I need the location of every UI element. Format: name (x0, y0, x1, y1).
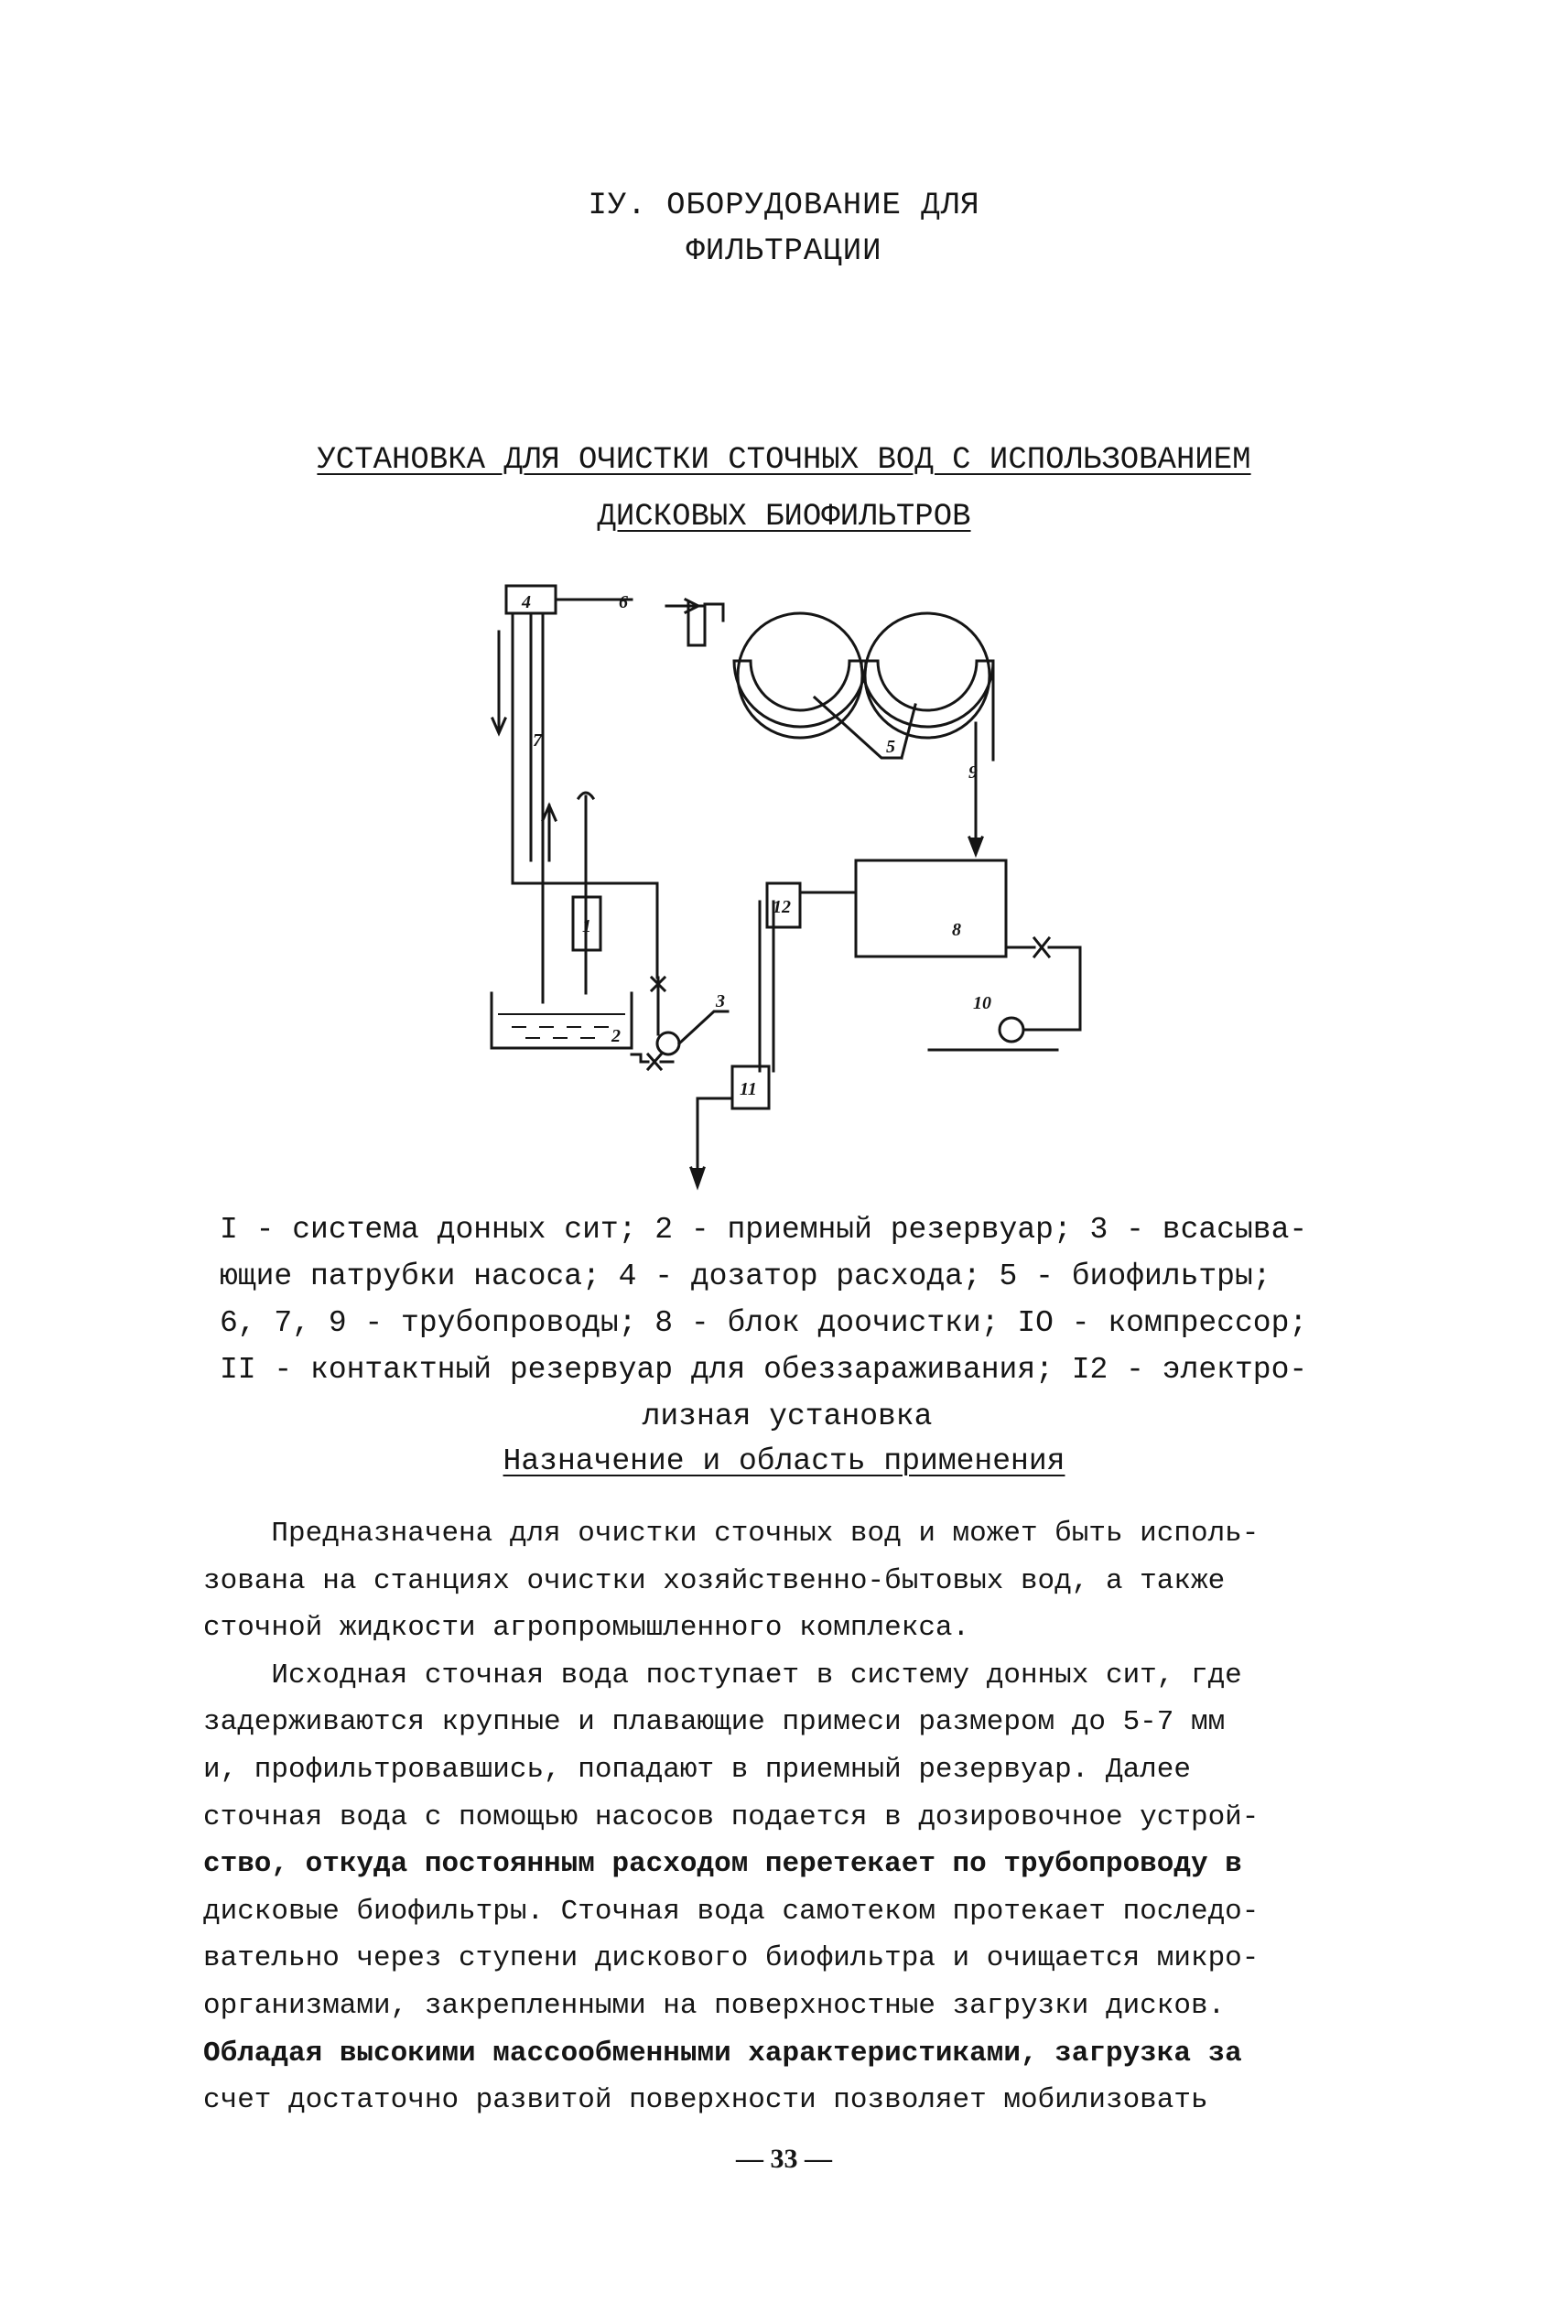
label-8: 8 (952, 920, 961, 940)
label-3: 3 (716, 991, 725, 1011)
pipe-6 (556, 600, 705, 606)
chapter-heading-line-2: ФИЛЬТРАЦИИ (686, 234, 882, 269)
chapter-heading-line-1: IУ. ОБОРУДОВАНИЕ ДЛЯ (588, 189, 980, 223)
post-treatment-block (856, 860, 1006, 957)
label-9: 9 (968, 762, 978, 783)
flow-arrow-pipe-9 (969, 838, 982, 854)
body-line: счет достаточно развитой поверхности позволяет мобилизовать (203, 2084, 1208, 2117)
compressor-circle (1000, 1018, 1023, 1042)
page-number: — 33 — (736, 2144, 832, 2174)
section-heading-text: Назначение и область применения (503, 1444, 1065, 1478)
label-1: 1 (582, 916, 591, 936)
label-5: 5 (886, 737, 895, 757)
body-line: Предназначена для очистки сточных вод и может быть исполь- (203, 1518, 1260, 1550)
caption-line: 6, 7, 9 - трубопроводы; 8 - блок доочистки; IO - компрессор; (220, 1306, 1308, 1340)
dosing-unit-box (506, 586, 556, 613)
label-7: 7 (533, 730, 542, 751)
pump-circle (657, 1032, 679, 1054)
outlet-arrow (691, 1168, 704, 1186)
body-line: зована на станциях очистки хозяйственно-бытовых вод, а также (203, 1564, 1226, 1597)
label-4: 4 (522, 592, 531, 612)
body-line: Исходная сточная вода поступает в систему донных сит, где (203, 1659, 1242, 1692)
vent-pipe (579, 793, 593, 993)
suction-valve (632, 1054, 673, 1069)
biofilter-disc-right (865, 613, 989, 738)
section-heading (0, 1444, 1568, 1478)
caption-line: I - система донных сит; 2 - приемный резервуар; 3 - всасыва- (220, 1213, 1308, 1247)
tank-water-surface (499, 1014, 624, 1038)
label-12: 12 (773, 897, 791, 917)
body-line: задерживаются крупные и плавающие примеси размером до 5-7 мм (203, 1706, 1226, 1739)
label-6: 6 (619, 592, 628, 612)
body-line: ство, откуда постоянным расходом перетекает по трубопроводу в (203, 1848, 1242, 1881)
biofilter-leader-lines (815, 697, 915, 758)
caption-line: ющие патрубки насоса; 4 - дозатор расхода; 5 - биофильтры; (220, 1259, 1271, 1293)
figure-title-line-1: УСТАНОВКА ДЛЯ ОЧИСТКИ СТОЧНЫХ ВОД С ИСПОЛЬЗОВАНИЕМ (317, 443, 1251, 478)
discharge-valve (652, 978, 665, 1034)
body-line: организмами, закрепленными на поверхностные загрузки дисков. (203, 1989, 1226, 2022)
body-line: сточная вода с помощью насосов подается в дозировочное устрой- (203, 1800, 1260, 1833)
figure-caption (220, 1206, 1355, 1440)
label-2: 2 (611, 1026, 621, 1046)
body-line: вательно через ступени дискового биофильтра и очищается микро- (203, 1942, 1260, 1975)
caption-last-line: лизная установка (642, 1400, 933, 1433)
body-line: Обладая высокими массообменными характеристиками, загрузка за (203, 2037, 1242, 2070)
label-10: 10 (973, 993, 991, 1013)
pump-leader (679, 1011, 728, 1043)
label-11: 11 (740, 1079, 757, 1099)
body-text (203, 1510, 1393, 2124)
figure-title-line-2: ДИСКОВЫХ БИОФИЛЬТРОВ (597, 500, 971, 535)
caption-line: II - контактный резервуар для обеззараживания; I2 - электро- (220, 1353, 1308, 1387)
body-line: сточной жидкости агропромышленного комплекса. (203, 1612, 970, 1645)
flow-arrow-up (543, 805, 556, 860)
body-line: и, профильтровавшись, попадают в приемный резервуар. Далее (203, 1753, 1191, 1786)
compressor-line (1006, 938, 1080, 1030)
flow-arrow-down (492, 632, 505, 733)
biofilter-disc-left (738, 613, 862, 738)
body-line: дисковые биофильтры. Сточная вода самотеком протекает последо- (203, 1895, 1260, 1928)
